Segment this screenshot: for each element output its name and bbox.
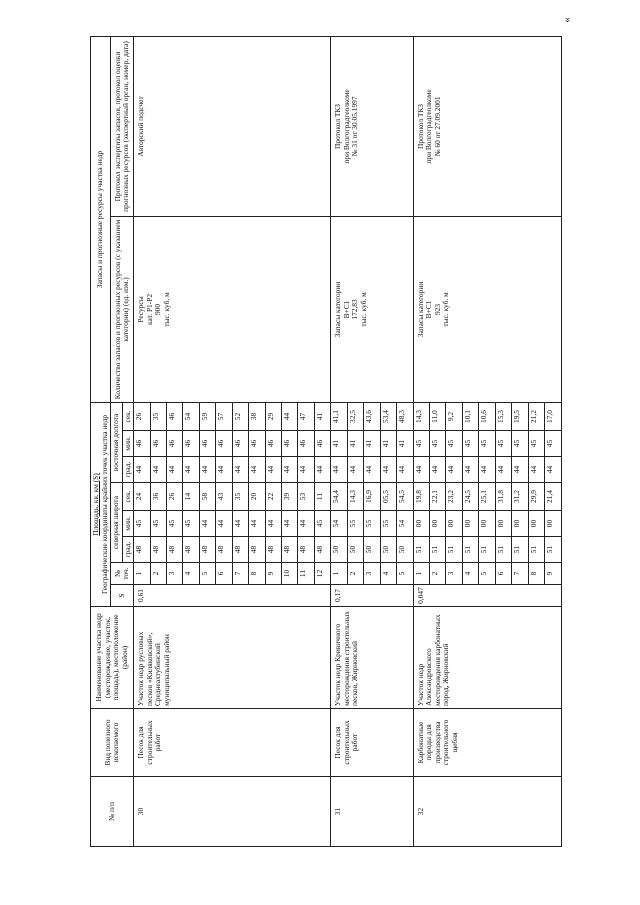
coord-cell: 44: [331, 457, 347, 483]
coord-cell: 46: [298, 431, 314, 457]
coord-cell: 36: [150, 483, 166, 511]
coord-cell: 44: [495, 457, 511, 483]
coord-cell: 00: [446, 511, 462, 537]
coord-cell: 45: [314, 511, 330, 537]
coord-cell: 44: [298, 457, 314, 483]
coord-cell: 46: [183, 431, 199, 457]
point-number: 3: [364, 563, 380, 585]
coord-cell: 45: [134, 511, 150, 537]
reserves-quantity: [331, 216, 413, 402]
coord-cell: 35: [232, 483, 248, 511]
point-number: 3: [166, 563, 182, 585]
coord-cell: 44: [446, 457, 462, 483]
coord-cell: 50: [331, 537, 347, 563]
rotated-sheet: [90, 37, 554, 847]
coord-cell: 44: [265, 511, 281, 537]
point-number: 9: [265, 563, 281, 585]
coord-cell: 44: [216, 511, 232, 537]
coord-cell: 55: [380, 511, 396, 537]
coord-cell: 44: [413, 457, 429, 483]
point-number: 7: [512, 563, 528, 585]
coord-cell: 22,1: [429, 483, 445, 511]
reserves-quantity-line: Запасы категории: [333, 281, 343, 338]
coord-cell: 29: [265, 402, 281, 430]
coord-cell: 00: [479, 511, 495, 537]
coord-cell: 26: [134, 402, 150, 430]
coord-cell: 32,5: [347, 402, 363, 430]
coord-cell: 46: [314, 431, 330, 457]
coord-cell: 44: [282, 402, 298, 430]
table-body: [134, 36, 561, 846]
entry-mineral: Песок для строительных работ: [331, 709, 413, 777]
coord-cell: 48: [282, 537, 298, 563]
coord-cell: 45: [495, 431, 511, 457]
coord-cell: 57: [216, 402, 232, 430]
coord-cell: 45: [150, 511, 166, 537]
coord-cell: 26: [166, 483, 182, 511]
header-site: Наименование участка недр (месторождение, участок, площадь), местоположение (район): [91, 607, 134, 709]
page-mark: »: [561, 17, 574, 23]
header-north-min: мин.: [122, 511, 134, 537]
coord-cell: 46: [232, 431, 248, 457]
coord-cell: 45: [183, 511, 199, 537]
coord-cell: 14,3: [413, 402, 429, 430]
point-number: 5: [199, 563, 215, 585]
coord-cell: 51: [446, 537, 462, 563]
coord-cell: 45: [462, 431, 478, 457]
coord-cell: 44: [282, 511, 298, 537]
coord-cell: 51: [429, 537, 445, 563]
reserves-protocol: [134, 36, 331, 216]
coord-cell: 44: [512, 457, 528, 483]
header-east-min: мин.: [122, 431, 134, 457]
coord-cell: 05,5: [380, 483, 396, 511]
reserves-protocol: [413, 36, 561, 216]
coord-cell: 29,9: [528, 483, 544, 511]
coord-cell: 54,4: [331, 483, 347, 511]
point-number: 4: [462, 563, 478, 585]
point-number: 3: [446, 563, 462, 585]
coord-cell: 45: [479, 431, 495, 457]
point-number: 2: [347, 563, 363, 585]
coord-cell: 00: [545, 511, 562, 537]
coord-cell: 53: [298, 483, 314, 511]
point-number: 5: [397, 563, 413, 585]
point-number: 5: [479, 563, 495, 585]
coord-cell: 45: [166, 511, 182, 537]
coord-cell: 54: [183, 402, 199, 430]
coord-cell: 20: [249, 483, 265, 511]
coord-cell: 50: [347, 537, 363, 563]
coord-cell: 44: [462, 457, 478, 483]
entry-no: 31: [331, 777, 413, 847]
coord-cell: 45: [545, 431, 562, 457]
entry-area: 0,047: [413, 585, 561, 607]
reserves-quantity-line: 172,83: [350, 299, 360, 320]
coord-cell: 45: [512, 431, 528, 457]
coord-cell: 43,6: [364, 402, 380, 430]
point-number: 12: [314, 563, 330, 585]
coord-cell: 31,2: [512, 483, 528, 511]
table-container: [90, 37, 554, 847]
coord-cell: 48,3: [397, 402, 413, 430]
coord-cell: 22: [265, 483, 281, 511]
coord-cell: 11: [314, 483, 330, 511]
reserves-quantity-line: кат. P1-P2: [144, 293, 154, 325]
entry-mineral: Песок для строительных работ: [134, 709, 331, 777]
table-row: [331, 36, 347, 846]
table-row: [413, 36, 429, 846]
coord-cell: 41: [331, 431, 347, 457]
header-s: S: [111, 585, 134, 607]
coord-cell: 44: [166, 457, 182, 483]
coord-cell: 52: [232, 402, 248, 430]
coord-cell: 54: [331, 511, 347, 537]
header-coords: [91, 402, 111, 606]
coord-cell: 53,4: [380, 402, 396, 430]
coord-cell: 45: [429, 431, 445, 457]
coord-cell: 48: [216, 537, 232, 563]
coord-cell: 48: [298, 537, 314, 563]
coord-cell: 44: [199, 457, 215, 483]
header-coords-area: Площадь, кв. км (S): [91, 473, 100, 536]
point-number: 2: [429, 563, 445, 585]
point-number: 10: [282, 563, 298, 585]
coord-cell: 46: [199, 431, 215, 457]
coord-cell: 46: [150, 431, 166, 457]
header-reserves: Запасы и прогнозные ресурсы участка недр: [91, 36, 111, 402]
coord-cell: 50: [364, 537, 380, 563]
reserves-quantity-line: Запасы категории: [415, 281, 425, 338]
coord-cell: 44: [429, 457, 445, 483]
coord-cell: 24: [134, 483, 150, 511]
coord-cell: 45: [528, 431, 544, 457]
reserves-protocol-line: Протокол ТКЗ: [415, 104, 425, 149]
coord-cell: 44: [199, 511, 215, 537]
coord-cell: 54,5: [397, 483, 413, 511]
coord-cell: 14: [183, 483, 199, 511]
reserves-quantity: [134, 216, 331, 402]
coord-cell: 44: [265, 457, 281, 483]
reserves-quantity-line: тыс. куб. м: [441, 292, 451, 327]
coord-cell: 46: [166, 431, 182, 457]
coord-cell: 51: [528, 537, 544, 563]
subsoil-table: [90, 36, 562, 847]
coord-cell: 44: [232, 457, 248, 483]
point-number: 6: [216, 563, 232, 585]
coord-cell: 44: [216, 457, 232, 483]
coord-cell: 38: [249, 402, 265, 430]
entry-site: Участок недр Кривичного месторождения строительных песков, Жирновский: [331, 607, 413, 709]
coord-cell: 10,6: [479, 402, 495, 430]
coord-cell: 17,0: [545, 402, 562, 430]
coord-cell: 46: [265, 431, 281, 457]
coord-cell: 00: [528, 511, 544, 537]
coord-cell: 51: [545, 537, 562, 563]
coord-cell: 14,3: [347, 483, 363, 511]
coord-cell: 10,1: [462, 402, 478, 430]
coord-cell: 00: [495, 511, 511, 537]
reserves-quantity: [413, 216, 561, 402]
table-row: [134, 36, 150, 846]
coord-cell: 11,0: [429, 402, 445, 430]
coord-cell: 58: [199, 483, 215, 511]
coord-cell: 44: [249, 511, 265, 537]
point-number: 1: [134, 563, 150, 585]
coord-cell: 41: [380, 431, 396, 457]
reserves-protocol-line: № 31 от 30.05.1997: [350, 96, 360, 157]
reserves-quantity-line: 923: [432, 303, 442, 316]
coord-cell: 39: [282, 483, 298, 511]
coord-cell: 47: [298, 402, 314, 430]
reserves-quantity-line: B+C1: [341, 300, 351, 319]
coord-cell: 31,8: [495, 483, 511, 511]
header-north: северная широта: [111, 483, 123, 563]
coord-cell: 59: [199, 402, 215, 430]
coord-cell: 00: [512, 511, 528, 537]
coord-cell: 44: [249, 457, 265, 483]
coord-cell: 41: [314, 402, 330, 430]
reserves-protocol-line: Авторский подсчет: [136, 96, 146, 157]
coord-cell: 25,1: [479, 483, 495, 511]
reserves-protocol: [331, 36, 413, 216]
coord-cell: 48: [232, 537, 248, 563]
header-point: № точ.: [111, 563, 134, 585]
coord-cell: 55: [364, 511, 380, 537]
entry-no: 32: [413, 777, 561, 847]
coord-cell: 54: [397, 511, 413, 537]
entry-mineral: Карбонатные породы для производства строительного щебня: [413, 709, 561, 777]
coord-cell: 44: [298, 511, 314, 537]
coord-cell: 41,1: [331, 402, 347, 430]
point-number: 8: [528, 563, 544, 585]
reserves-quantity-line: тыс. куб. м: [161, 292, 171, 327]
coord-cell: 48: [199, 537, 215, 563]
coord-cell: 51: [462, 537, 478, 563]
coord-cell: 46: [166, 402, 182, 430]
coord-cell: 46: [249, 431, 265, 457]
header-north-sec: сек.: [122, 483, 134, 511]
coord-cell: 41: [364, 431, 380, 457]
reserves-protocol-line: при Волгоградгеолкоме: [424, 89, 434, 164]
entry-area: 0,61: [134, 585, 331, 607]
header-reserves-qty: Количество запасов и прогнозных ресурсов (с указанием категории) (ед. изм.): [111, 216, 134, 402]
coord-cell: 48: [150, 537, 166, 563]
coord-cell: 00: [462, 511, 478, 537]
coord-cell: 44: [545, 457, 562, 483]
header-reserves-doc: Протокол экспертизы запасов, протокол оценки прогнозных ресурсов (экспертный орган, номер, дата): [111, 36, 134, 216]
entry-area: 0,17: [331, 585, 413, 607]
coord-cell: 55: [347, 511, 363, 537]
entry-no: 30: [134, 777, 331, 847]
coord-cell: 44: [282, 457, 298, 483]
coord-cell: 44: [134, 457, 150, 483]
header-north-deg: град.: [122, 537, 134, 563]
coord-cell: 24,5: [462, 483, 478, 511]
entry-site: Участок недр русловых песков «Киляковский», Среднеахтубинский муниципальный район: [134, 607, 331, 709]
coord-cell: 51: [413, 537, 429, 563]
coord-cell: 51: [495, 537, 511, 563]
reserves-quantity-line: 900: [153, 303, 163, 316]
point-number: 4: [380, 563, 396, 585]
coord-cell: 23,2: [446, 483, 462, 511]
coord-cell: 45: [413, 431, 429, 457]
header-coords-title: Географические координаты крайних точек участка недр: [99, 414, 109, 594]
coord-cell: 48: [134, 537, 150, 563]
point-number: 9: [545, 563, 562, 585]
coord-cell: 51: [479, 537, 495, 563]
coord-cell: 50: [380, 537, 396, 563]
header-east-sec: сек.: [122, 402, 134, 430]
coord-cell: 45: [446, 431, 462, 457]
coord-cell: 19,8: [413, 483, 429, 511]
coord-cell: 48: [249, 537, 265, 563]
coord-cell: 46: [216, 431, 232, 457]
coord-cell: 44: [364, 457, 380, 483]
coord-cell: 46: [282, 431, 298, 457]
reserves-protocol-line: Протокол ТКЗ: [333, 104, 343, 149]
point-number: 4: [183, 563, 199, 585]
reserves-protocol-line: № 60 от 27.09.2001: [432, 96, 442, 157]
coord-cell: 21,2: [528, 402, 544, 430]
point-number: 6: [495, 563, 511, 585]
coord-cell: 48: [265, 537, 281, 563]
coord-cell: 44: [397, 457, 413, 483]
coord-cell: 44: [183, 457, 199, 483]
coord-cell: 44: [150, 457, 166, 483]
point-number: 7: [232, 563, 248, 585]
header-east: восточная долгота: [111, 402, 123, 482]
reserves-quantity-line: B+C1: [424, 300, 434, 319]
coord-cell: 00: [413, 511, 429, 537]
header-east-deg: град.: [122, 457, 134, 483]
coord-cell: 16,9: [364, 483, 380, 511]
coord-cell: 44: [479, 457, 495, 483]
coord-cell: 35: [150, 402, 166, 430]
coord-cell: 41: [347, 431, 363, 457]
reserves-protocol-line: при Волгоградгеолкоме: [341, 89, 351, 164]
reserves-quantity-line: тыс. куб. м: [358, 292, 368, 327]
coord-cell: 43: [216, 483, 232, 511]
header-mineral: Вид полезного ископаемого: [91, 709, 134, 777]
coord-cell: 48: [183, 537, 199, 563]
point-number: 2: [150, 563, 166, 585]
coord-cell: 9,2: [446, 402, 462, 430]
point-number: 1: [331, 563, 347, 585]
coord-cell: 00: [429, 511, 445, 537]
point-number: 11: [298, 563, 314, 585]
coord-cell: 48: [166, 537, 182, 563]
point-number: 8: [249, 563, 265, 585]
reserves-quantity-line: Ресурсы: [136, 296, 146, 323]
coord-cell: 44: [380, 457, 396, 483]
coord-cell: 19,5: [512, 402, 528, 430]
coord-cell: 21,4: [545, 483, 562, 511]
point-number: 1: [413, 563, 429, 585]
entry-site: Участок недр Александровского месторождения карбонатных пород, Жирновский: [413, 607, 561, 709]
coord-cell: 41: [397, 431, 413, 457]
coord-cell: 51: [512, 537, 528, 563]
coord-cell: 44: [314, 457, 330, 483]
coord-cell: 46: [134, 431, 150, 457]
header-no: № п/п: [91, 777, 134, 847]
coord-cell: 44: [528, 457, 544, 483]
coord-cell: 15,3: [495, 402, 511, 430]
coord-cell: 48: [314, 537, 330, 563]
coord-cell: 50: [397, 537, 413, 563]
coord-cell: 44: [232, 511, 248, 537]
coord-cell: 44: [347, 457, 363, 483]
